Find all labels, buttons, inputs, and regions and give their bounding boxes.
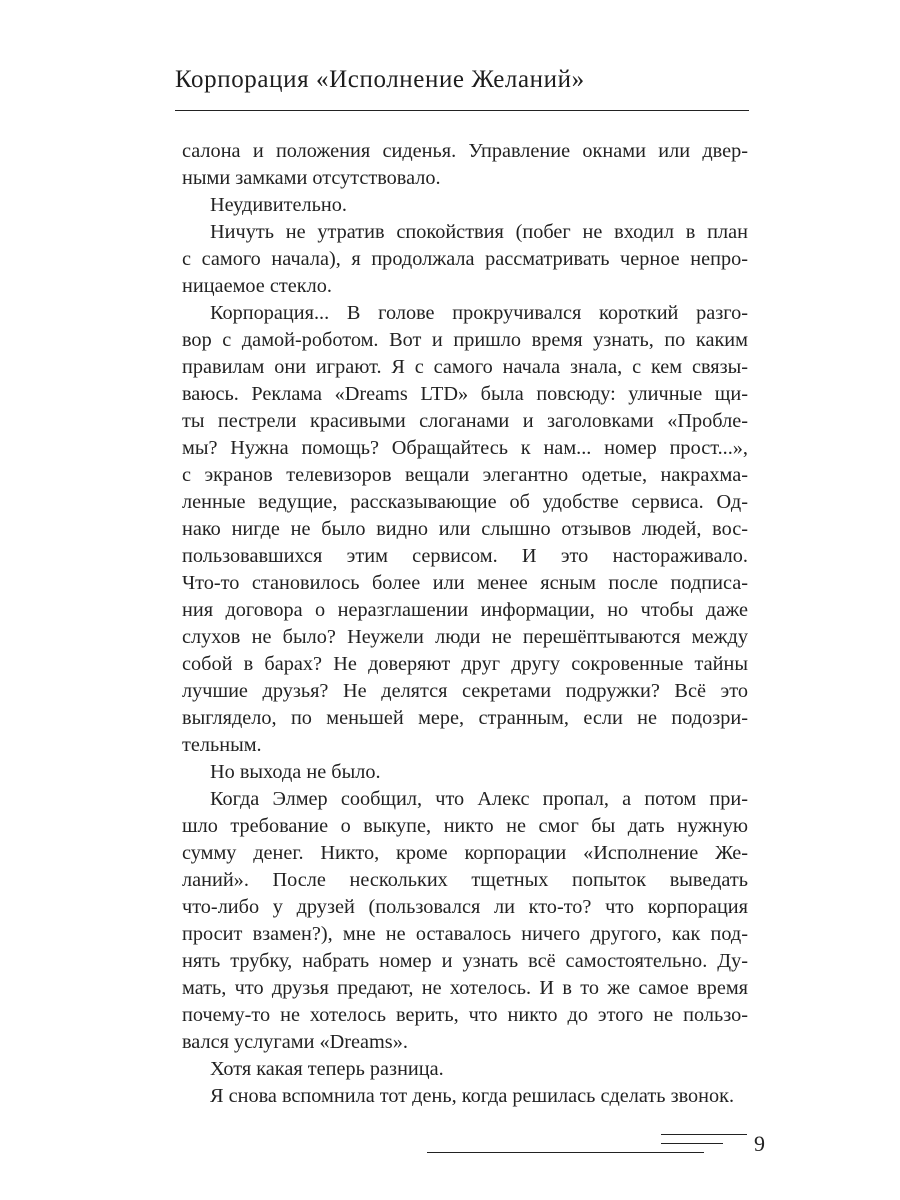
text-line: тельным. — [182, 734, 262, 756]
paragraph — [182, 219, 748, 300]
paragraph — [182, 300, 748, 759]
text-line: Когда Элмер сообщил, что Алекс пропал, а потом при- — [210, 788, 748, 810]
text-line: просит взамен?), мне не оставалось ничего другого, как под- — [182, 923, 748, 945]
text-line: Что-то становилось более или менее ясным после подписа- — [182, 572, 748, 594]
text-line: Хотя какая теперь разница. — [210, 1058, 444, 1080]
text-line: нако нигде не было видно или слышно отзывов людей, вос- — [182, 518, 748, 540]
page-number: 9 — [754, 1131, 765, 1156]
text-line: слухов не было? Неужели люди не перешёптываются между — [182, 626, 748, 648]
text-line: вался услугами «Dreams». — [182, 1031, 408, 1053]
paragraph — [182, 786, 748, 1056]
text-line: ницаемое стекло. — [182, 275, 332, 297]
text-line: собой в барах? Не доверяют друг другу сокровенные тайны — [182, 653, 748, 675]
footer-rule — [427, 1152, 704, 1153]
text-line: мать, что друзья предают, не хотелось. И в то же самое время — [182, 977, 748, 999]
text-line: ленные ведущие, рассказывающие об удобстве сервиса. Од- — [182, 491, 748, 513]
text-line: сумму денег. Никто, кроме корпорации «Исполнение Же- — [182, 842, 748, 864]
text-line: Ничуть не утратив спокойствия (побег не входил в план — [210, 221, 748, 243]
text-line: правилам они играют. Я с самого начала знала, с кем связы- — [182, 356, 748, 378]
text-line: выглядело, по меньшей мере, странным, если не подозри- — [182, 707, 748, 729]
text-line: с самого начала), я продолжала рассматривать черное непро- — [182, 248, 748, 270]
text-line: что-либо у друзей (пользовался ли кто-то? что корпорация — [182, 896, 748, 918]
header-rule — [175, 110, 749, 111]
text-line: ваюсь. Реклама «Dreams LTD» была повсюду: уличные щи- — [182, 383, 748, 405]
paragraph — [182, 138, 748, 192]
text-line: ния договора о неразглашении информации, но чтобы даже — [182, 599, 748, 621]
running-header: Корпорация «Исполнение Желаний» — [175, 66, 585, 93]
body-text — [182, 138, 748, 1110]
text-line: шло требование о выкупе, никто не смог бы дать нужную — [182, 815, 748, 837]
text-line: Корпорация... В голове прокручивался короткий разго- — [210, 302, 748, 324]
text-line: почему-то не хотелось верить, что никто до этого не пользо- — [182, 1004, 748, 1026]
footer-rule — [661, 1143, 723, 1144]
paragraph — [182, 759, 748, 786]
text-line: мы? Нужна помощь? Обращайтесь к нам... номер прост...», — [182, 437, 748, 459]
text-line: с экранов телевизоров вещали элегантно одетые, накрахма- — [182, 464, 748, 486]
text-line: ты пестрели красивыми слоганами и заголовками «Пробле- — [182, 410, 748, 432]
text-line: лучшие друзья? Не делятся секретами подружки? Всё это — [182, 680, 748, 702]
text-line: Я снова вспомнила тот день, когда решилась сделать звонок. — [210, 1085, 735, 1107]
paragraph — [182, 192, 748, 219]
text-line: пользовавшихся этим сервисом. И это настораживало. — [182, 545, 748, 567]
text-line: ланий». После нескольких тщетных попыток выведать — [182, 869, 748, 891]
text-line: нять трубку, набрать номер и узнать всё самостоятельно. Ду- — [182, 950, 748, 972]
paragraph — [182, 1056, 748, 1083]
text-line: Неудивительно. — [210, 194, 347, 216]
text-line: салона и положения сиденья. Управление окнами или двер- — [182, 140, 748, 162]
text-line: Но выхода не было. — [210, 761, 381, 783]
text-line: вор с дамой-роботом. Вот и пришло время узнать, по каким — [182, 329, 748, 351]
text-line: ными замками отсутствовало. — [182, 167, 441, 189]
footer-rule — [661, 1134, 747, 1135]
paragraph — [182, 1083, 748, 1110]
